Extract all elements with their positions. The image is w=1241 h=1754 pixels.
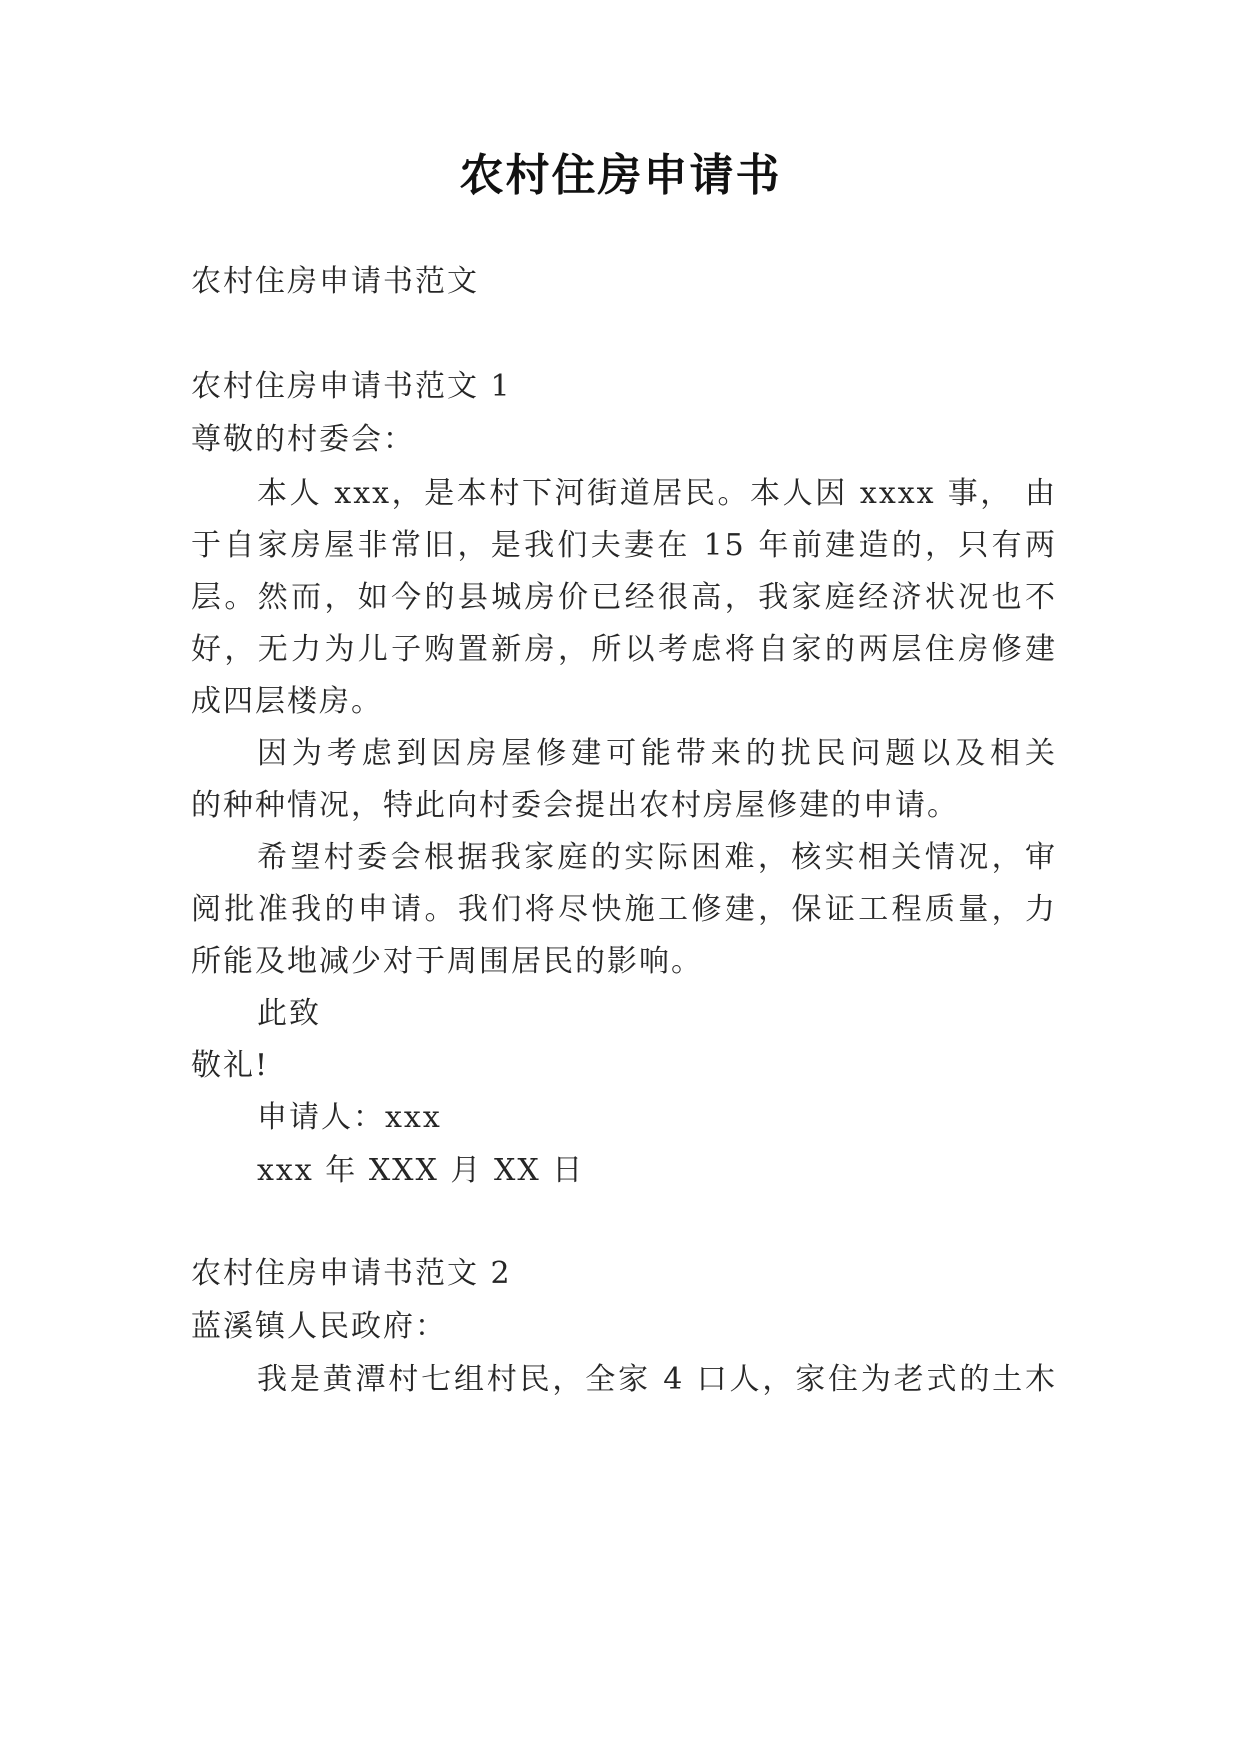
paragraph-line: 于自家房屋非常旧，是我们夫妻在 15 年前建造的，只有两	[191, 528, 1057, 563]
applicant-signature: 申请人：xxx	[257, 1100, 442, 1135]
paragraph-line: 因为考虑到因房屋修建可能带来的扰民问题以及相关	[257, 736, 1057, 771]
paragraph-line: 本人 xxx，是本村下河街道居民。本人因 xxxx 事， 由	[257, 476, 1057, 511]
regards-text: 敬礼!	[191, 1048, 270, 1083]
section1-heading: 农村住房申请书范文 1	[191, 369, 512, 404]
section2-salutation: 蓝溪镇人民政府：	[191, 1309, 447, 1344]
application-date: xxx 年 XXX 月 XX 日	[257, 1153, 585, 1188]
paragraph-line: 层。然而，如今的县城房价已经很高，我家庭经济状况也不	[191, 580, 1057, 615]
section2-heading: 农村住房申请书范文 2	[191, 1256, 512, 1291]
document-title: 农村住房申请书	[459, 150, 782, 201]
paragraph-line: 希望村委会根据我家庭的实际困难，核实相关情况，审	[257, 840, 1057, 875]
section1-salutation: 尊敬的村委会：	[191, 422, 415, 457]
closing-text: 此致	[257, 996, 321, 1031]
paragraph-line: 我是黄潭村七组村民，全家 4 口人，家住为老式的土木	[257, 1362, 1057, 1397]
subtitle: 农村住房申请书范文	[191, 264, 479, 299]
paragraph-line: 好，无力为儿子购置新房，所以考虑将自家的两层住房修建	[191, 632, 1057, 667]
paragraph-line: 的种种情况，特此向村委会提出农村房屋修建的申请。	[191, 788, 959, 823]
paragraph-line: 所能及地减少对于周围居民的影响。	[191, 944, 703, 979]
paragraph-line: 阅批准我的申请。我们将尽快施工修建，保证工程质量，力	[191, 892, 1057, 927]
paragraph-line: 成四层楼房。	[191, 684, 383, 719]
